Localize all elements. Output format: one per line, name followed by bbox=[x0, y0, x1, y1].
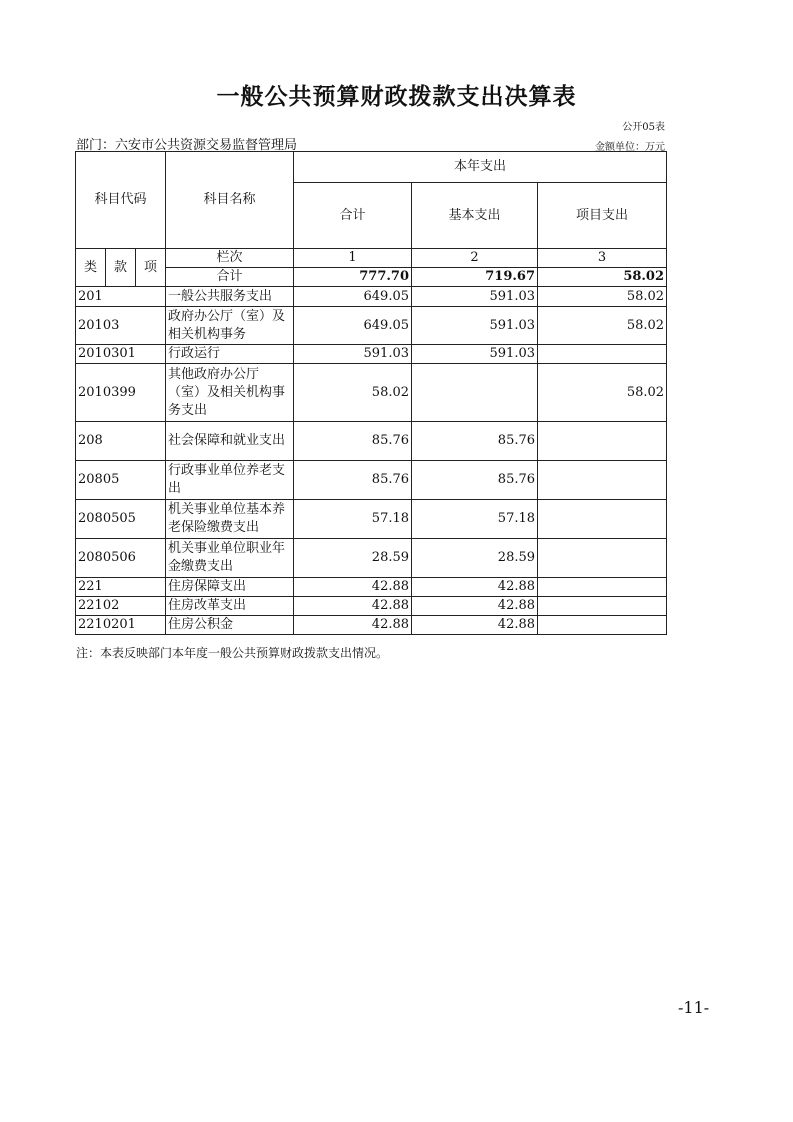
table-row bbox=[76, 307, 667, 345]
row-project bbox=[538, 345, 667, 364]
row-name: 其他政府办公厅（室）及相关机构事务支出 bbox=[166, 364, 294, 422]
row-basic: 42.88 bbox=[412, 616, 538, 635]
column-number-1: 1 bbox=[294, 249, 412, 268]
header-total: 合计 bbox=[294, 183, 412, 249]
row-total: 42.88 bbox=[294, 578, 412, 597]
table-row bbox=[76, 597, 667, 616]
row-total: 42.88 bbox=[294, 616, 412, 635]
table-row bbox=[76, 364, 667, 422]
row-code: 201 bbox=[76, 287, 166, 307]
table-row bbox=[76, 345, 667, 364]
row-code: 2080506 bbox=[76, 539, 166, 578]
row-project: 58.02 bbox=[538, 364, 667, 422]
row-basic: 57.18 bbox=[412, 500, 538, 539]
row-code: 20805 bbox=[76, 461, 166, 500]
header-project: 项目支出 bbox=[538, 183, 667, 249]
row-total: 649.05 bbox=[294, 307, 412, 345]
row-total: 57.18 bbox=[294, 500, 412, 539]
expenditure-table bbox=[75, 151, 667, 635]
row-project bbox=[538, 500, 667, 539]
row-total: 42.88 bbox=[294, 597, 412, 616]
row-name: 住房公积金 bbox=[166, 616, 294, 635]
sum-label: 合计 bbox=[166, 268, 294, 287]
row-project: 58.02 bbox=[538, 307, 667, 345]
row-code: 2210201 bbox=[76, 616, 166, 635]
row-name: 机关事业单位职业年金缴费支出 bbox=[166, 539, 294, 578]
row-basic: 85.76 bbox=[412, 422, 538, 461]
row-project bbox=[538, 539, 667, 578]
row-basic: 42.88 bbox=[412, 578, 538, 597]
row-basic: 85.76 bbox=[412, 461, 538, 500]
row-name: 住房改革支出 bbox=[166, 597, 294, 616]
table-row bbox=[76, 287, 667, 307]
row-project: 58.02 bbox=[538, 287, 667, 307]
row-project bbox=[538, 578, 667, 597]
sum-total: 777.70 bbox=[294, 268, 412, 287]
row-basic: 591.03 bbox=[412, 345, 538, 364]
table-row bbox=[76, 500, 667, 539]
column-number-2: 2 bbox=[412, 249, 538, 268]
header-xiang: 项 bbox=[136, 249, 166, 287]
page-title: 一般公共预算财政拨款支出决算表 bbox=[216, 84, 577, 110]
row-total: 28.59 bbox=[294, 539, 412, 578]
row-basic: 591.03 bbox=[412, 287, 538, 307]
column-number-label: 栏次 bbox=[166, 249, 294, 268]
department-label: 部门：六安市公共资源交易监督管理局 bbox=[76, 138, 298, 153]
sum-project: 58.02 bbox=[538, 268, 667, 287]
table-row bbox=[76, 539, 667, 578]
row-name: 行政事业单位养老支出 bbox=[166, 461, 294, 500]
row-total: 649.05 bbox=[294, 287, 412, 307]
page-number: -11- bbox=[678, 998, 710, 1017]
row-total: 85.76 bbox=[294, 461, 412, 500]
row-name: 住房保障支出 bbox=[166, 578, 294, 597]
header-lei: 类 bbox=[76, 249, 106, 287]
unit-label: 金额单位：万元 bbox=[595, 142, 665, 153]
row-basic bbox=[412, 364, 538, 422]
header-current-year: 本年支出 bbox=[294, 152, 667, 183]
row-name: 一般公共服务支出 bbox=[166, 287, 294, 307]
table-row bbox=[76, 422, 667, 461]
sum-basic: 719.67 bbox=[412, 268, 538, 287]
row-project bbox=[538, 616, 667, 635]
header-kuan: 款 bbox=[106, 249, 136, 287]
row-code: 2080505 bbox=[76, 500, 166, 539]
header-basic: 基本支出 bbox=[412, 183, 538, 249]
row-basic: 591.03 bbox=[412, 307, 538, 345]
row-code: 208 bbox=[76, 422, 166, 461]
column-number-3: 3 bbox=[538, 249, 667, 268]
row-code: 22102 bbox=[76, 597, 166, 616]
row-code: 221 bbox=[76, 578, 166, 597]
row-total: 591.03 bbox=[294, 345, 412, 364]
row-code: 20103 bbox=[76, 307, 166, 345]
form-code: 公开05表 bbox=[622, 122, 665, 133]
row-code: 2010301 bbox=[76, 345, 166, 364]
table-note: 注：本表反映部门本年度一般公共预算财政拨款支出情况。 bbox=[76, 646, 389, 660]
row-basic: 42.88 bbox=[412, 597, 538, 616]
table-row bbox=[76, 616, 667, 635]
row-basic: 28.59 bbox=[412, 539, 538, 578]
row-project bbox=[538, 461, 667, 500]
row-name: 社会保障和就业支出 bbox=[166, 422, 294, 461]
header-code: 科目代码 bbox=[76, 152, 166, 249]
row-total: 58.02 bbox=[294, 364, 412, 422]
row-name: 行政运行 bbox=[166, 345, 294, 364]
table-row bbox=[76, 461, 667, 500]
header-name: 科目名称 bbox=[166, 152, 294, 249]
row-project bbox=[538, 597, 667, 616]
row-code: 2010399 bbox=[76, 364, 166, 422]
row-total: 85.76 bbox=[294, 422, 412, 461]
row-name: 政府办公厅（室）及相关机构事务 bbox=[166, 307, 294, 345]
row-name: 机关事业单位基本养老保险缴费支出 bbox=[166, 500, 294, 539]
table-row bbox=[76, 578, 667, 597]
row-project bbox=[538, 422, 667, 461]
